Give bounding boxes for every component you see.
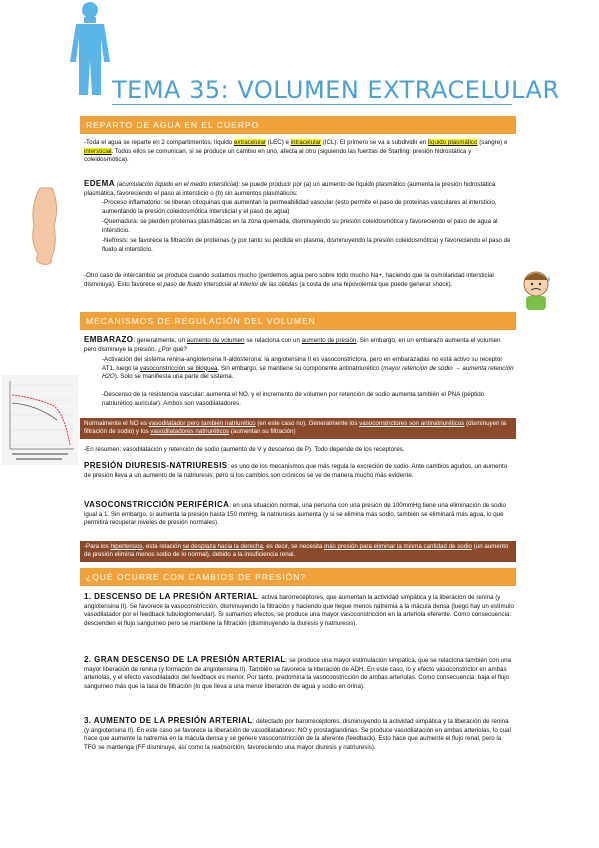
edema-item-nefrosis: -Nefrosis: se favorece la filtración de proteínas (y por tanto su pérdida en plasma, disminuyendo la presión coleidosmótica) y favoreciendo el paso de fluido al intersticio. bbox=[102, 237, 511, 253]
vasoconstriccion-paragraph: VASOCONSTRICCIÓN PERIFÉRICA: en una situación normal, una persona con una presión de 100mmHg tiene una eliminación de sodio igual a 1. Sin embargo, si aumenta la presión hasta 150 mmHg, la natriuresis aumenta (y si se elimina más sodio, también se eliminará más agua, lo que permitirá recuperar niveles de presión normales). bbox=[84, 500, 506, 527]
gran-descenso-paragraph: 2. GRAN DESCENSO DE LA PRESIÓN ARTERIAL: se produce una mayor estimulación simpática, que se relaciona también con una mayor liberación de renina (y formación de angiotensina II). También se favorece la liberación de ADH. En este caso, lo y efecto vasoconstrictor en ambas arteriolas, y el efecto vasodilatador del feedback es menor. Por tanto, predomina la vasoconstricción de ambas arteriolas. Como consecuencia: baja el flujo sanguíneo más que la tasa de filtración (lo que lleva a una menor liberación de agua y sodio en orina). bbox=[84, 655, 511, 690]
pressure-natriuresis-graph bbox=[2, 375, 78, 465]
edema-paragraph: EDEMA (acumulación líquido en el medio intersticial): se puede producir por (a) un aumento de líquido plasmático (aumenta la presión hidrostática plasmática, favoreciendo el paso al intersticio o (b) sin aumentos plasmáticos: bbox=[84, 179, 496, 197]
human-body-illustration bbox=[60, 0, 120, 95]
reparto-paragraph: -Toda el agua se reparte en 2 compartimentos: líquido extracelular (LEC) e intracelular (ICL). El primero se va a subdividir en líquido plasmático (sangre) e intersticial. Todos ellos se comunican, si se produce un cambio en uno, afecta al otro (siguiendo las fuerzas de Starling: presión hidrostática y coleidosmótica). bbox=[84, 139, 508, 164]
section-header-reparto: REPARTO DE AGUA EN EL CUERPO bbox=[80, 116, 516, 134]
sudor-paragraph: -Otro caso de intercambio se produce cuando sudamos mucho (perdemos agua pero sobre todo mucho Na+, haciendo que la osmolaridad intersticial disminuya). Esto favorece el paso de fluido intersticial al interior de las células (a costa de una hipovolemia que puede generar shock). bbox=[84, 272, 494, 288]
note-box-no: Normalmente el NO es vasodilatador pero también natriurético (en este caso no). Generalmente los vasoconstrictores son antinatriuréticos (disminuyen la filtración de sodio) y los vasodilatadores natriuréticos (aumentan su filtración) bbox=[80, 418, 516, 439]
page-title: TEMA 35: VOLUMEN EXTRACELULAR bbox=[112, 76, 560, 104]
embarazo-paragraph: EMBARAZO: generalmente, un aumento de volumen se relaciona con un aumento de presión. Sin embargo, en un embarazo aumenta el volumen pero disminuye la presión. ¿Por qué? bbox=[84, 335, 501, 353]
descenso-presion-paragraph: 1. DESCENSO DE LA PRESIÓN ARTERIAL: activa barorreceptores, que aumentan la actividad simpática y la liberación de renina (y angiotensina II). Se favorece la vasoconstricción, disminuyendo la filtración y haciendo que llegue menos natremia a la mácula densa (luego hay un estímulo vasodilatador por el feedback tubuloglomerular). Si sumamos efectos, se produce una mayor vasoconstricción en la arteriola eferente. Como consecuencia: descienden el flujo sanguíneo pero se mantiene la filtración (disminuyendo la diuresis y natriuresis). bbox=[84, 592, 514, 627]
title-underline bbox=[112, 104, 512, 105]
embarazo-item-renina: -Activación del sistema renina-angiotensina II-aldosterona: la angiotensina II es vasoconstrictora, pero en embarazadas no está activo su receptor AT1, luego la vasoconstricción se bloquea. Sin embargo, se mantiene su componente antinatriurético (mayor retención de sodio → aumenta retención H2O). Solo se manifiesta una parte del sistema. bbox=[102, 356, 514, 381]
note-box-hipertensos: -Para los hipertensos, esta relación se desplaza hacia la derecha, es decir, se necesita más presión para eliminar la misma cantidad de sodio (un aumento de presión elimina menos sodio de lo normal), debido a la insuficiencia renal. bbox=[80, 541, 516, 562]
resumen-paragraph: -En resumen: vasodilatación y retención de sodio (aumento de V y descenso de P). Todo depende de los receptores. bbox=[84, 446, 405, 453]
swollen-arm-illustration bbox=[20, 186, 75, 266]
presion-diuresis-paragraph: PRESIÓN DIURESIS-NATRIURESIS: es uno de los mecanismos que más regula la excreción de sodio. Ante cambios agudos, un aumento de presión lleva a un aumento de la natriuresis; pero si los cambios son crónicos se ve de manera mucho más evidente. bbox=[84, 461, 508, 479]
section-header-mecanismos: MECANISMOS DE REGULACIÓN DEL VOLUMEN bbox=[80, 312, 516, 330]
edema-item-inflamatorio: -Proceso inflamatorio: se liberan citoquinas que aumentan la permeabilidad vascular (esto permite el paso de proteínas vasculares al intersticio, aumentando la presión coleidosmótica intersticial y el paso de agua) bbox=[102, 199, 497, 215]
embarazo-item-resistencia: -Descenso de la resistencia vascular: aumenta el NO, y el incremento de volumen por retención de sodio aumenta también el PNA (péptido natriurético auricular). Ambos son vasodilatadores. bbox=[102, 391, 485, 407]
sweating-person-illustration bbox=[518, 268, 554, 312]
aumento-presion-paragraph: 3. AUMENTO DE LA PRESIÓN ARTERIAL: detectado por barorreceptores, disminuyendo la actividad simpática y la liberación de renina (y angiotensina II). En este caso se favorece la liberación de vasodilatadores: NO y prostaglandinas. Se produce vasodilatación en ambas arteriolas, lo cual hace que aumente la natremia en la mácula densa y se genere vasoconstricción de la aferente (feedback). Esto hace que aumente el flujo renal, pero la TFG se mantenga (FF disminuye, así como la reabsorción, favoreciendo una mayor diuresis y natriuresis). bbox=[84, 716, 511, 751]
edema-item-quemadura: -Quemadura: se pierden proteínas plasmáticas en la zona quemada, disminuyendo su presión coleidosmótica y favoreciendo el paso de agua al intersticio. bbox=[102, 218, 498, 234]
section-header-cambios: ¿QUÉ OCURRE CON CAMBIOS DE PRESIÓN? bbox=[80, 568, 516, 586]
